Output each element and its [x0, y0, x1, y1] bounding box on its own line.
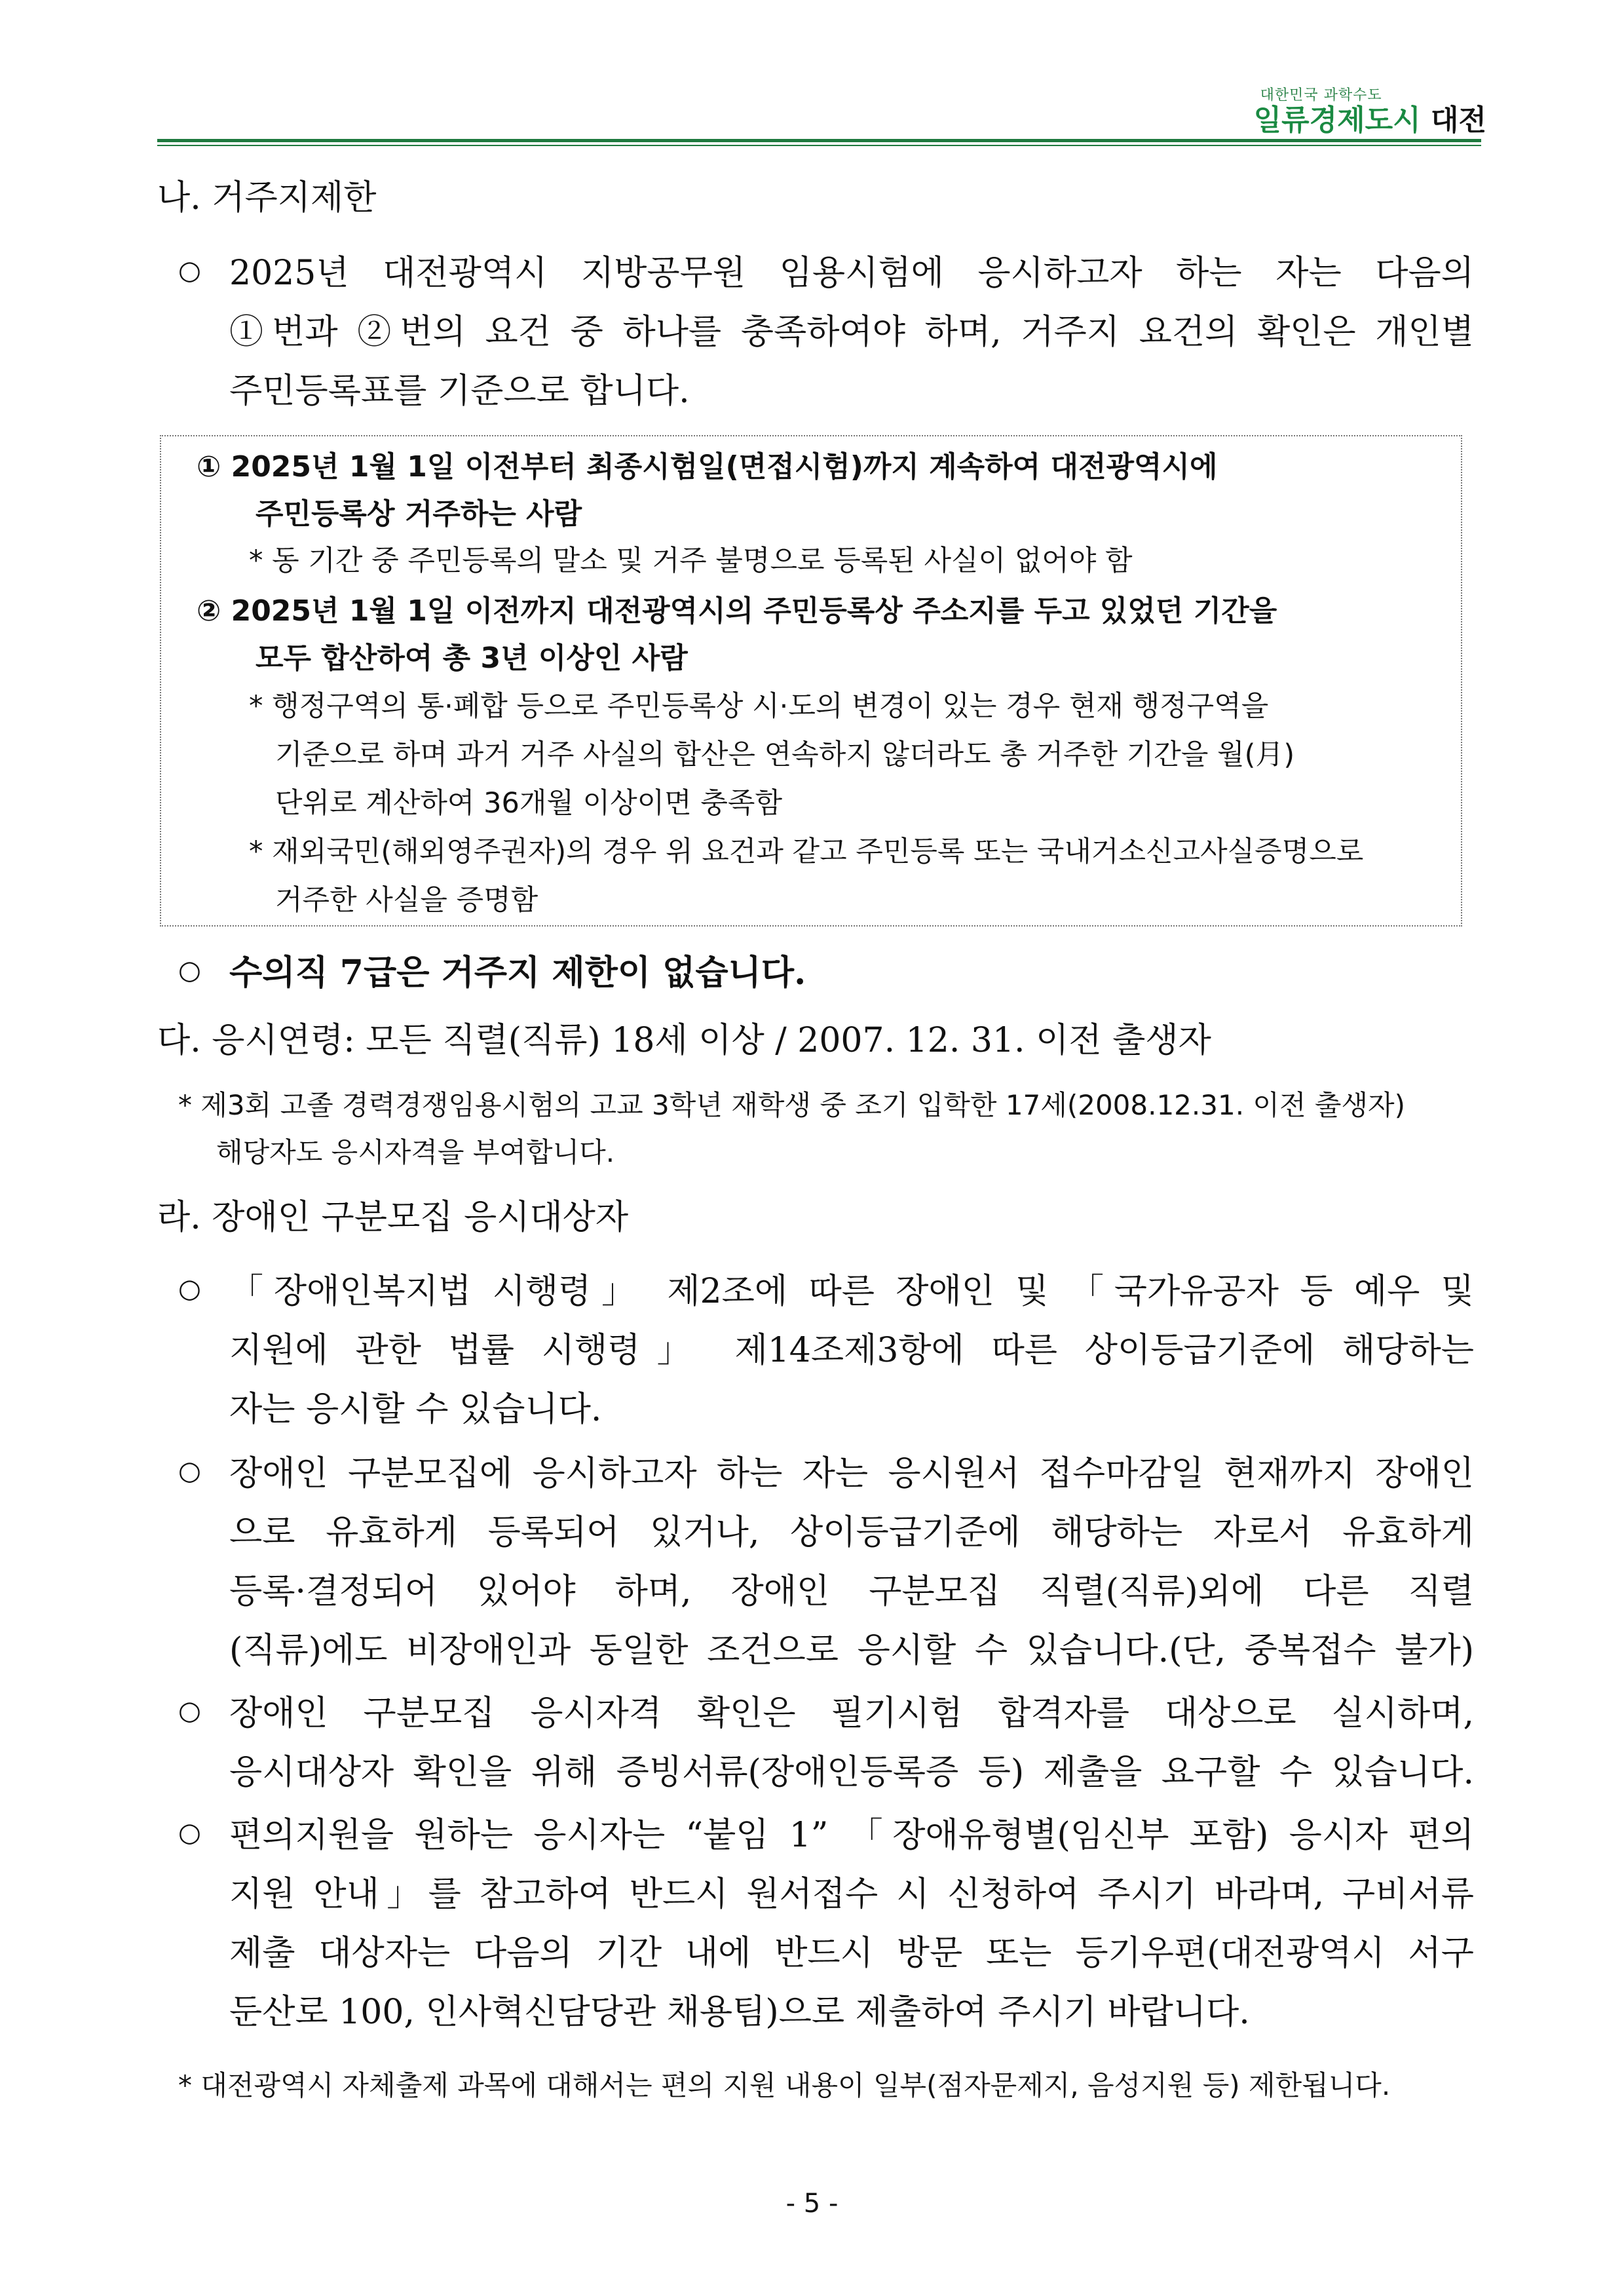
bullet-icon: ○	[178, 256, 201, 286]
header-rule-thick	[157, 139, 1481, 142]
logo-title-green: 일류경제도시	[1253, 104, 1421, 137]
requirement-2-line: 모두 합산하여 총 3년 이상인 사람	[255, 641, 688, 675]
logo-subtitle: 대한민국 과학수도	[1260, 87, 1382, 104]
paragraph-line: 장애인 구분모집 응시자격 확인은 필기시험 합격자를 대상으로 실시하며,	[229, 1694, 1474, 1733]
paragraph-line: 으로 유효하게 등록되어 있거나, 상이등급기준에 해당하는 자로서 유효하게	[229, 1513, 1474, 1552]
paragraph-line: 편의지원을 원하는 응시자는 “붙임 1” 「장애유형별(임신부 포함) 응시자 편의	[229, 1816, 1474, 1855]
paragraph-line: 등록·결정되어 있어야 하며, 장애인 구분모집 직렬(직류)외에 다른 직렬	[229, 1572, 1474, 1611]
accommodation-note: * 대전광역시 자체출제 과목에 대해서는 편의 지원 내용이 일부(점자문제지, 음성지원 등) 제한됩니다.	[178, 2069, 1391, 2101]
requirement-2-note: * 재외국민(해외영주권자)의 경우 위 요건과 같고 주민등록 또는 국내거소신고사실증명으로	[249, 835, 1364, 868]
bullet-icon: ○	[178, 955, 201, 985]
paragraph-accommodation	[229, 1806, 1474, 2042]
paragraph-line: 지원에 관한 법률 시행령」 제14조제3항에 따른 상이등급기준에 해당하는	[229, 1331, 1474, 1370]
age-note-line: 해당자도 응시자격을 부여합니다.	[216, 1136, 615, 1168]
age-note-line: * 제3회 고졸 경력경쟁임용시험의 고교 3학년 재학생 중 조기 입학한 17세(2008.12.31. 이전 출생자)	[178, 1089, 1405, 1121]
paragraph-line: 제출 대상자는 다음의 기간 내에 반드시 방문 또는 등기우편(대전광역시 서구	[229, 1934, 1474, 1973]
paragraph-disability-definition	[229, 1262, 1474, 1439]
requirement-2-note: 단위로 계산하여 36개월 이상이면 충족함	[275, 787, 782, 820]
section-heading-ra: 라. 장애인 구분모집 응시대상자	[157, 1198, 629, 1237]
logo-title	[1254, 105, 1486, 136]
requirement-2-note: 기준으로 하며 과거 거주 사실의 합산은 연속하지 않더라도 총 거주한 기간을 월(月)	[275, 738, 1295, 771]
header-rule-thin	[157, 145, 1481, 146]
paragraph-line: (직류)에도 비장애인과 동일한 조건으로 응시할 수 있습니다.(단, 중복접수 불가)	[229, 1631, 1474, 1670]
requirement-1-line: 주민등록상 거주하는 사람	[255, 497, 582, 531]
section-heading-da: 다. 응시연령: 모든 직렬(직류) 18세 이상 / 2007. 12. 31. 이전 출생자	[157, 1021, 1211, 1060]
requirement-2-note: 거주한 사실을 증명함	[275, 884, 538, 917]
paragraph-line: 둔산로 100, 인사혁신담당관 채용팀)으로 제출하여 주시기 바랍니다.	[229, 1993, 1250, 2032]
paragraph-disability-registration	[229, 1444, 1474, 1680]
paragraph-line: ①번과 ②번의 요건 중 하나를 충족하여야 하며, 거주지 요건의 확인은 개인별	[229, 313, 1474, 352]
paragraph-residency	[229, 244, 1474, 421]
logo-title-black: 대전	[1430, 104, 1486, 137]
requirement-1-line: ① 2025년 1월 1일 이전부터 최종시험일(면접시험)까지 계속하여 대전광역시에	[197, 450, 1218, 484]
daejeon-logo	[1254, 84, 1486, 136]
page-number: - 5 -	[785, 2189, 839, 2219]
bullet-icon: ○	[178, 1456, 201, 1486]
paragraph-line: 수의직 7급은 거주지 제한이 없습니다.	[229, 953, 806, 993]
requirement-1-note: * 동 기간 중 주민등록의 말소 및 거주 불명으로 등록된 사실이 없어야 함	[249, 545, 1133, 577]
paragraph-line: 「장애인복지법 시행령」 제2조에 따른 장애인 및 「국가유공자 등 예우 및	[229, 1272, 1474, 1311]
paragraph-vet-exempt	[229, 944, 1343, 1003]
bullet-icon: ○	[178, 1818, 201, 1848]
paragraph-line: 응시대상자 확인을 위해 증빙서류(장애인등록증 등) 제출을 요구할 수 있습니다.	[229, 1753, 1474, 1792]
requirement-2-note: * 행정구역의 통·폐합 등으로 주민등록상 시·도의 변경이 있는 경우 현재 행정구역을	[249, 690, 1269, 723]
paragraph-line: 주민등록표를 기준으로 합니다.	[229, 372, 690, 411]
section-heading-na: 나. 거주지제한	[157, 178, 377, 218]
paragraph-line: 지원 안내」를 참고하여 반드시 원서접수 시 신청하여 주시기 바라며, 구비서류	[229, 1875, 1474, 1914]
paragraph-line: 2025년 대전광역시 지방공무원 임용시험에 응시하고자 하는 자는 다음의	[229, 254, 1474, 293]
bullet-icon: ○	[178, 1274, 201, 1304]
paragraph-disability-verification	[229, 1684, 1474, 1802]
paragraph-line: 자는 응시할 수 있습니다.	[229, 1390, 602, 1429]
requirement-2-line: ② 2025년 1월 1일 이전까지 대전광역시의 주민등록상 주소지를 두고 있었던 기간을	[197, 594, 1277, 628]
paragraph-line: 장애인 구분모집에 응시하고자 하는 자는 응시원서 접수마감일 현재까지 장애인	[229, 1454, 1474, 1493]
bullet-icon: ○	[178, 1696, 201, 1726]
